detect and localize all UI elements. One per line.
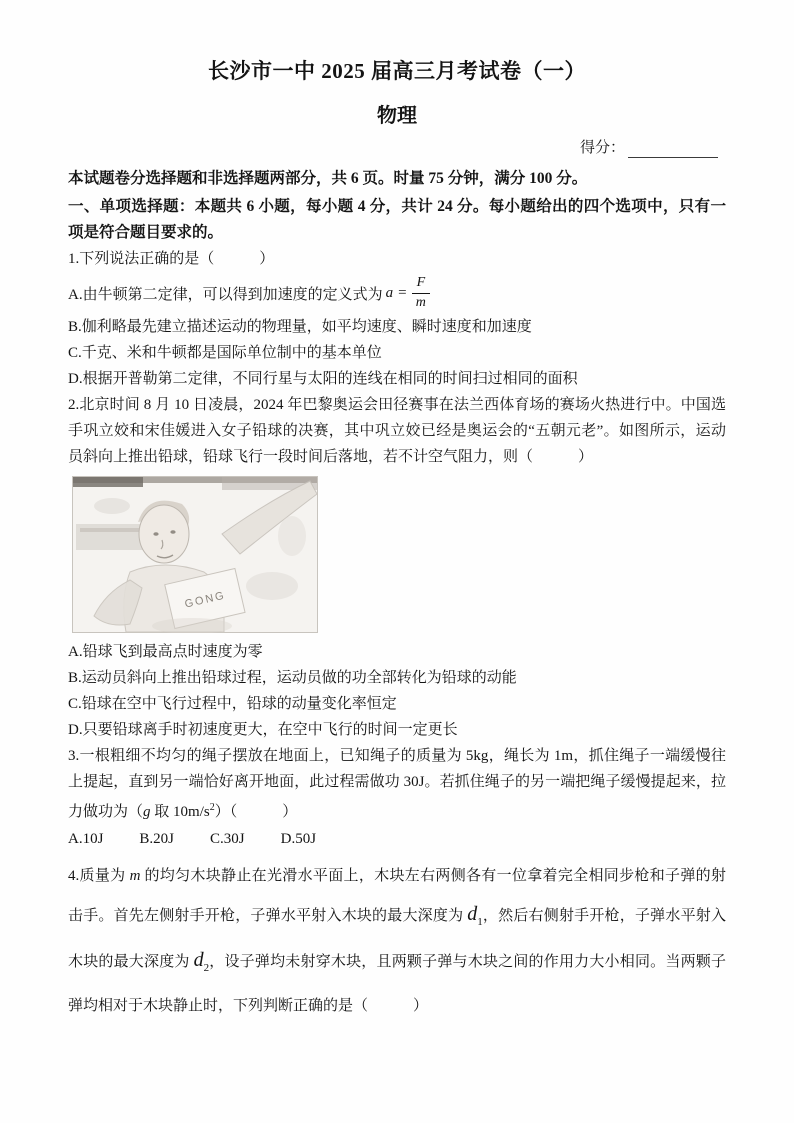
shot-put-photo <box>72 476 318 633</box>
subject-title: 物理 <box>377 105 417 127</box>
mass-symbol: m <box>129 868 141 884</box>
score-row <box>68 138 726 158</box>
depth-2-symbol: $d_2$ <box>193 949 210 974</box>
q3-unit: 10m/s <box>173 804 210 820</box>
question-4 <box>68 857 726 1025</box>
section-1-heading: 一、单项选择题：本题共 6 小题，每小题 4 分，共计 24 分。每小题给出的四个选项中，只有一项是符合题目要求的。 <box>68 198 726 241</box>
question-3 <box>68 743 726 853</box>
question-1-option-a <box>68 272 726 314</box>
question-3-option-b: B.20J <box>139 831 175 847</box>
q3-text-3: ）（ ） <box>214 804 298 820</box>
question-3-options <box>68 826 726 853</box>
question-1-option-b: B.伽利略最先建立描述运动的物理量，如平均速度、瞬时速度和加速度 <box>68 319 532 335</box>
q3-text-1: 3.一根粗细不均匀的绳子摆放在地面上，已知绳子的质量为 5kg，绳长为 1m，抓住绳子一端缓慢往上提起，直到另一端恰好离开地面，此过程需做功 30J。若抓住绳子的另一端把绳子缓慢提起来，拉力做功为（ <box>68 748 726 820</box>
shot-put-photo-graphic <box>72 476 318 633</box>
q4-text-1: 4.质量为 <box>68 868 130 884</box>
question-2-option-a: A.铅球飞到最高点时速度为零 <box>68 644 263 660</box>
question-3-option-c: C.30J <box>210 831 245 847</box>
question-3-stem <box>68 743 726 825</box>
formula-lhs: a <box>385 284 394 301</box>
question-3-option-d: D.50J <box>280 831 317 847</box>
formula-fraction <box>412 275 431 312</box>
q4-text-4: ，设子弹均未射穿木块，且两颗子弹与木块之间的作用力大小相同。当两颗子弹均相对于木块静止时，下列判断正确的是（ ） <box>68 954 726 1014</box>
question-3-option-a: A.10J <box>68 831 104 847</box>
question-4-stem <box>68 857 726 1025</box>
score-label: 得分： <box>579 140 625 156</box>
formula-equals: = <box>398 284 407 301</box>
question-2-option-b: B.运动员斜向上推出铅球过程，运动员做的功全部转化为铅球的动能 <box>68 670 517 686</box>
depth-1-symbol: $d_1$ <box>467 903 483 928</box>
question-2-option-d: D.只要铅球离手时初速度更大，在空中飞行的时间一定更长 <box>68 722 458 738</box>
bib-text: GONG <box>183 589 227 611</box>
gravity-symbol: g <box>143 804 151 820</box>
acceleration-formula <box>386 275 431 312</box>
fraction-denominator: m <box>415 294 426 310</box>
question-1-stem: 1.下列说法正确的是（ ） <box>68 251 275 267</box>
q3-text-2: 取 <box>150 804 174 820</box>
question-2-option-c: C.铅球在空中飞行过程中，铅球的动量变化率恒定 <box>68 696 397 712</box>
page-title: 长沙市一中 2025 届高三月考试卷（一） <box>208 59 586 83</box>
score-blank-line <box>628 142 718 158</box>
q4-text-3: ，然后右侧射手开枪，子弹水平射入木块的最大深度为 <box>68 908 726 970</box>
exam-notice: 本试题卷分选择题和非选择题两部分，共 6 页。时量 75 分钟，满分 100 分。 <box>68 170 588 187</box>
question-1-option-c: C.千克、米和牛顿都是国际单位制中的基本单位 <box>68 345 382 361</box>
question-2-stem: 2.北京时间 8 月 10 日凌晨，2024 年巴黎奥运会田径赛事在法兰西体育场的赛场火热进行中。中国选手巩立姣和宋佳媛进入女子铅球的决赛，其中巩立姣已经是奥运会的“五朝元老”。如图所示，运动员斜向上推出铅球，铅球飞行一段时间后落地，若不计空气阻力，则（ ） <box>68 397 726 465</box>
q3-unit-exponent: 2 <box>209 802 215 813</box>
q4-text-2: 的均匀木块静止在光滑水平面上，木块左右两侧各有一位拿着完全相同步枪和子弹的射击手。首先左侧射手开枪，子弹水平射入木块的最大深度为 <box>68 868 726 924</box>
question-1 <box>68 246 726 392</box>
question-2 <box>68 392 726 743</box>
question-1-option-d: D.根据开普勒第二定律，不同行星与太阳的连线在相同的时间扫过相同的面积 <box>68 371 578 387</box>
option-a-text: A.由牛顿第二定律，可以得到加速度的定义式为 <box>68 286 383 303</box>
fraction-numerator: F <box>412 275 431 294</box>
